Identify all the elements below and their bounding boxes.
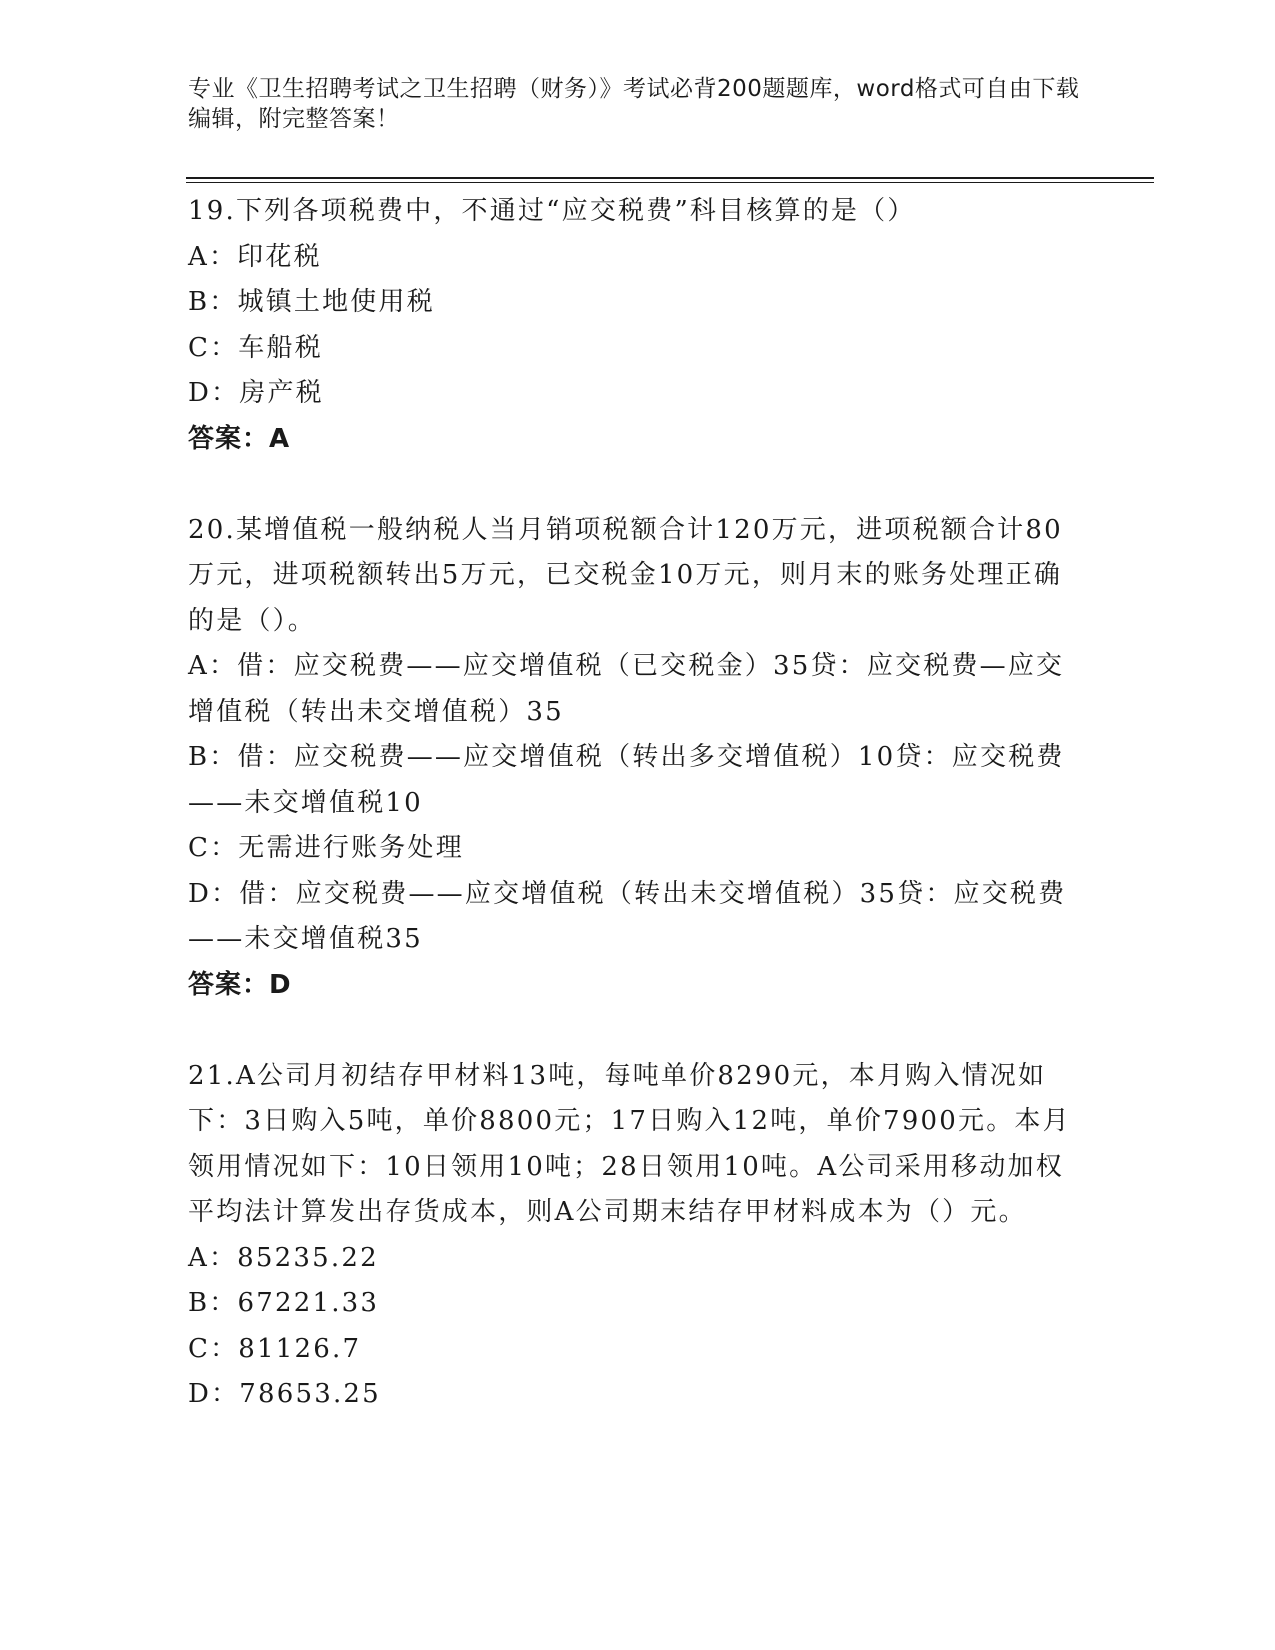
option-d: D：房产税 [188,378,324,408]
option-b: B：67221.33 [188,1288,380,1318]
question-stem: 19.下列各项税费中，不通过“应交税费”科目核算的是（） [188,196,916,226]
header-divider-thin [186,182,1154,183]
question-stem: 20.某增值税一般纳税人当月销项税额合计120万元，进项税额合计80万元，进项税额转出5万元，已交税金10万元，则月末的账务处理正确的是（）。 [188,514,1063,636]
question-spacer [188,1008,1083,1054]
question-spacer [188,462,1083,508]
document-header: 专业《卫生招聘考试之卫生招聘（财务）》考试必背200题题库，word格式可自由下载编辑，附完整答案！ [188,76,1080,132]
option-b: B：借：应交税费——应交增值税（转出多交增值税）10贷：应交税费——未交增值税10 [188,742,1065,818]
option-d: D：借：应交税费——应交增值税（转出未交增值税）35贷：应交税费——未交增值税35 [188,878,1067,954]
option-a: A：借：应交税费——应交增值税（已交税金）35贷：应交税费—应交增值税（转出未交增值税）35 [188,651,1065,727]
option-a: A：印花税 [188,241,322,272]
question-20 [188,508,1083,1009]
option-c: C：81126.7 [188,1333,362,1364]
option-c: C：车船税 [188,332,323,363]
option-d: D：78653.25 [188,1379,381,1409]
option-c: C：无需进行账务处理 [188,833,464,863]
answer: 答案：D [188,969,292,1000]
question-21 [188,1054,1083,1418]
question-stem: 21.A公司月初结存甲材料13吨，每吨单价8290元，本月购入情况如下：3日购入5吨，单价8800元；17日购入12吨，单价7900元。本月领用情况如下：10日领用10吨；28日领用10吨。A公司采用移动加权平均法计算发出存货成本，则A公司期末结存甲材料成本为（）元。 [188,1060,1071,1227]
header-divider-thick [186,177,1154,179]
answer: 答案：A [188,423,291,454]
question-list [188,189,1083,1418]
question-19 [188,189,1083,462]
option-a: A：85235.22 [188,1242,379,1273]
option-b: B：城镇土地使用税 [188,287,435,317]
